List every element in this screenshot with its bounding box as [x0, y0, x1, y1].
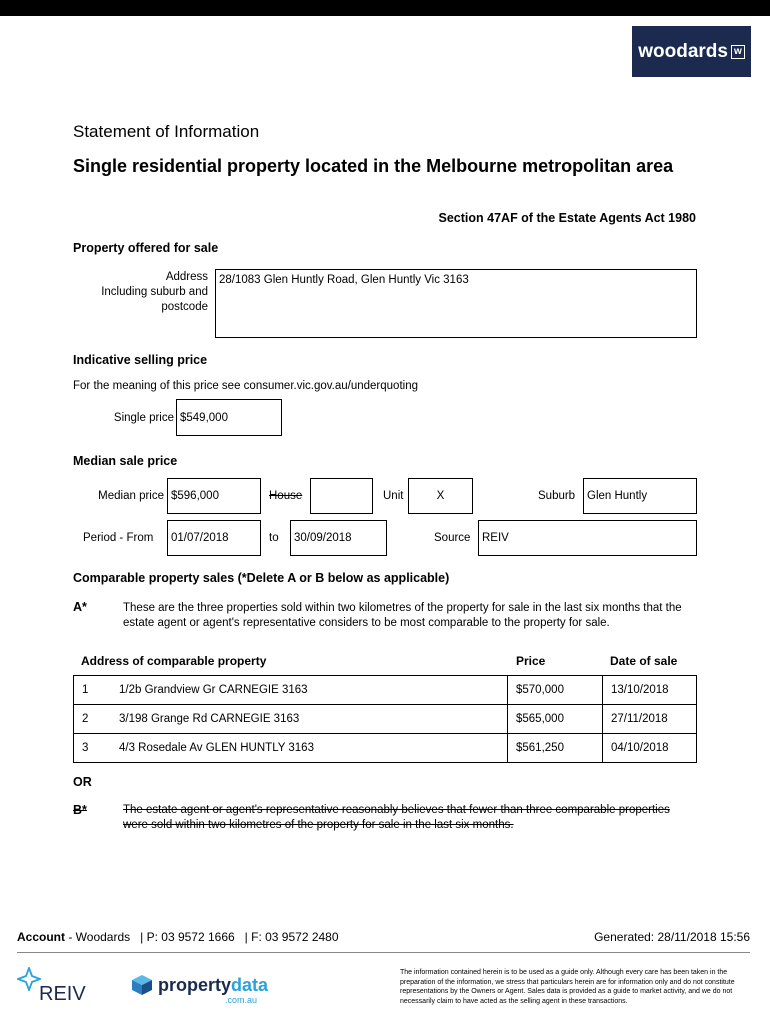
reiv-text: REIV — [39, 983, 86, 1005]
footer-divider — [17, 952, 750, 953]
account-info: Account - Woodards | P: 03 9572 1666 | F: 03 9572 2480 — [17, 930, 339, 944]
page-title: Statement of Information — [73, 122, 260, 141]
unit-label: Unit — [383, 490, 404, 502]
property-heading: Property offered for sale — [73, 241, 219, 255]
median-price-field[interactable]: $596,000 — [167, 478, 261, 514]
suburb-label: Suburb — [538, 490, 576, 502]
address-field[interactable]: 28/1083 Glen Huntly Road, Glen Huntly Vic 3163 — [215, 269, 697, 338]
suburb-field[interactable]: Glen Huntly — [583, 478, 697, 514]
address-label: Address Including suburb and postcode — [101, 271, 208, 313]
row-number: 3 — [74, 734, 112, 763]
propertydata-logo — [131, 972, 281, 1008]
period-from-label: Period - From — [83, 532, 154, 544]
row-number: 2 — [74, 705, 112, 734]
propertydata-domain: .com.au — [225, 995, 258, 1005]
underquoting-note: For the meaning of this price see consumer.vic.gov.au/underquoting — [73, 380, 418, 392]
row-price: $561,250 — [508, 734, 603, 763]
reiv-logo — [17, 967, 97, 1007]
median-price-label: Median price — [98, 490, 164, 502]
option-b-text: The estate agent or agent's representative reasonably believes that fewer than three comparable properties were sold within two kilometres of the property for sale in the last six months. — [123, 804, 670, 831]
logo-mark: w — [731, 45, 745, 59]
reiv-star-icon — [17, 967, 41, 991]
table-row — [74, 705, 697, 734]
woodards-logo — [632, 26, 751, 77]
option-b-label: B* — [73, 803, 87, 817]
propertydata-text: propertydata — [158, 975, 269, 995]
disclaimer-text: The information contained herein is to be used as a guide only. Although every care has been taken in the preparation of the information, we stress that particulars herein are for information only and do not constitute representations by the Owners or Agent. Sales data is provided as a guide to market activity, and we do not necessarily claim to have acted as the selling agent in these transactions. — [400, 969, 735, 1005]
period-from-field[interactable]: 01/07/2018 — [167, 520, 261, 556]
option-a-label: A* — [73, 600, 87, 614]
source-field[interactable]: REIV — [478, 520, 697, 556]
source-label: Source — [434, 532, 471, 544]
table-row — [74, 734, 697, 763]
row-price: $565,000 — [508, 705, 603, 734]
col-date-header: Date of sale — [610, 654, 678, 668]
row-date: 27/11/2018 — [603, 705, 697, 734]
logo-text: woodards — [638, 40, 728, 62]
act-reference: Section 47AF of the Estate Agents Act 1980 — [438, 211, 696, 225]
house-label: House — [269, 490, 303, 502]
row-date: 04/10/2018 — [603, 734, 697, 763]
row-address: 1/2b Grandview Gr CARNEGIE 3163 — [111, 676, 508, 705]
single-price-label: Single price — [113, 412, 174, 424]
period-to-field[interactable]: 30/09/2018 — [290, 520, 387, 556]
top-bar — [0, 0, 770, 16]
row-price: $570,000 — [508, 676, 603, 705]
generated-date: Generated: 28/11/2018 15:56 — [594, 930, 750, 944]
option-a-text: These are the three properties sold within two kilometres of the property for sale in the last six months that the estate agent or agent's representative considers to be most comparable to the property for sale. — [123, 602, 682, 629]
row-date: 13/10/2018 — [603, 676, 697, 705]
table-row — [74, 676, 697, 705]
or-separator: OR — [73, 775, 92, 789]
comparable-heading: Comparable property sales (*Delete A or B below as applicable) — [73, 571, 450, 585]
row-number: 1 — [74, 676, 112, 705]
median-heading: Median sale price — [73, 454, 178, 468]
house-field[interactable] — [310, 478, 373, 514]
indicative-heading: Indicative selling price — [73, 353, 208, 367]
col-price-header: Price — [516, 654, 546, 668]
page-heading: Single residential property located in the Melbourne metropolitan area — [73, 156, 674, 176]
col-address-header: Address of comparable property — [81, 654, 267, 668]
period-to-label: to — [269, 532, 279, 544]
row-address: 3/198 Grange Rd CARNEGIE 3163 — [111, 705, 508, 734]
row-address: 4/3 Rosedale Av GLEN HUNTLY 3163 — [111, 734, 508, 763]
single-price-field[interactable]: $549,000 — [176, 399, 282, 436]
propertydata-cube-icon — [131, 974, 153, 996]
unit-field[interactable]: X — [408, 478, 473, 514]
comparable-table — [73, 675, 697, 763]
